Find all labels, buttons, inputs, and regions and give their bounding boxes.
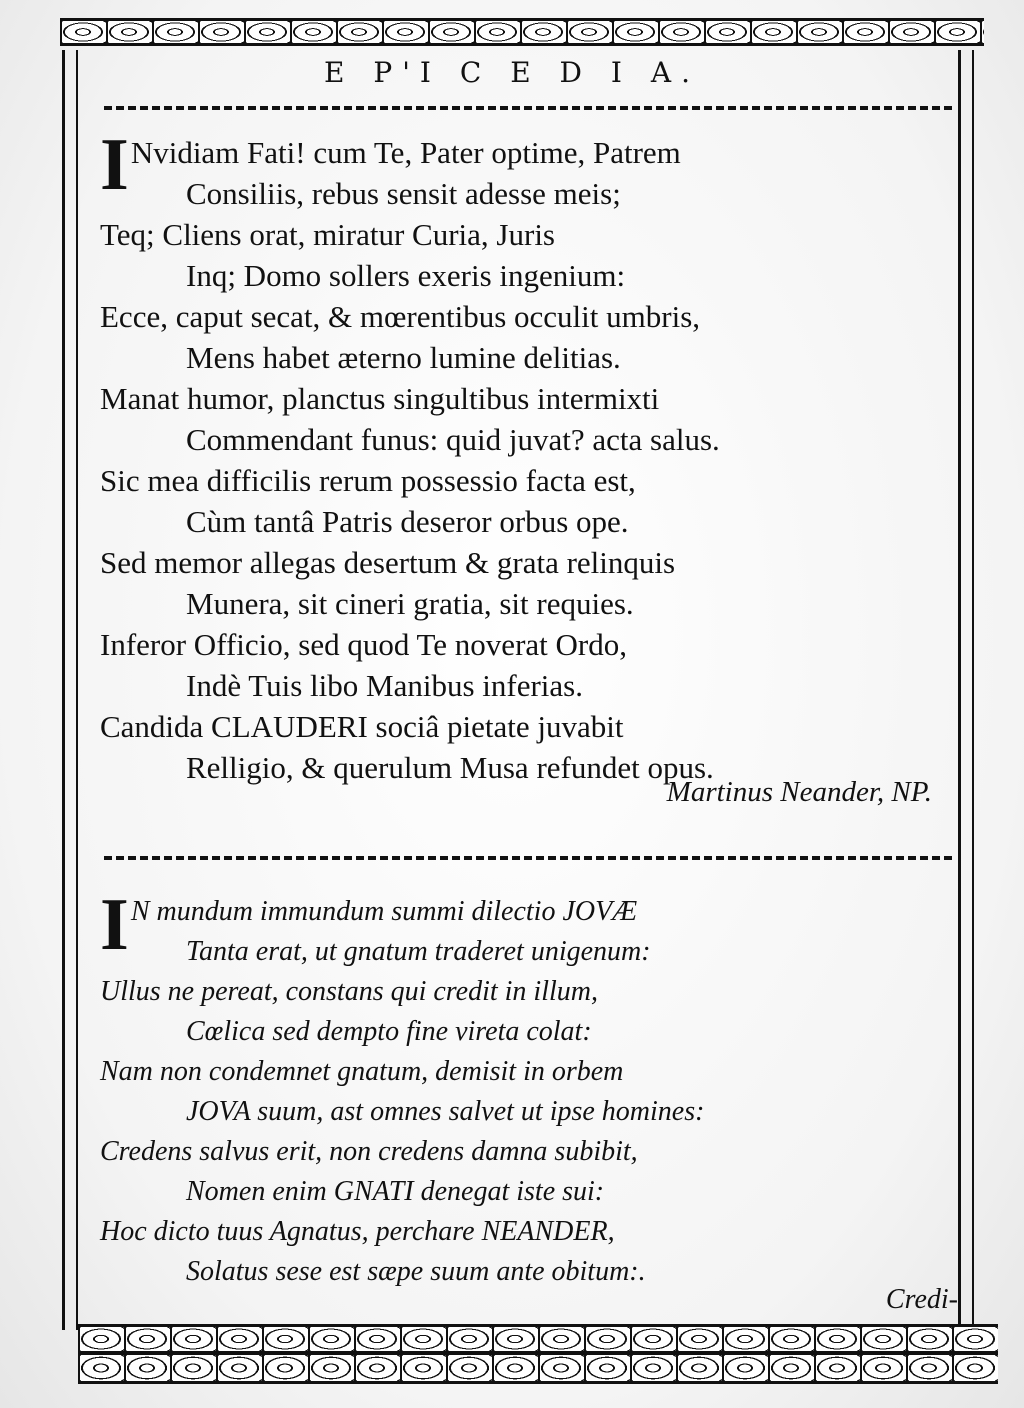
author-signature: Martinus Neander, NP.: [666, 776, 932, 808]
left-border-rule: [62, 50, 65, 1330]
poem-line: Inq; Domo sollers exeris ingenium:: [186, 258, 626, 293]
poem-line: Candida CLAUDERI sociâ pietate juvabit: [100, 709, 624, 744]
poem-line: Credens salvus erit, non credens damna subibit,: [100, 1136, 638, 1167]
poem-line: JOVA suum, ast omnes salvet ut ipse homines:: [186, 1096, 705, 1127]
top-ornamental-border: [60, 18, 984, 46]
section-divider: [104, 856, 952, 860]
bottom-ornamental-border: [78, 1324, 998, 1354]
poem-line: Nomen enim GNATI denegat iste sui:: [186, 1176, 605, 1207]
poem-line: Commendant funus: quid juvat? acta salus.: [186, 422, 720, 457]
poem-line: Sic mea difficilis rerum possessio facta est,: [100, 463, 636, 498]
poem-line: Teq; Cliens orat, miratur Curia, Juris: [100, 217, 555, 252]
poem-line: Munera, sit cineri gratia, sit requies.: [186, 586, 634, 621]
section-divider: [104, 106, 952, 110]
right-border-rule-inner: [958, 50, 961, 1330]
poem-line: Relligio, & querulum Musa refundet opus.: [186, 750, 714, 785]
poem-line: Tanta erat, ut gnatum traderet unigenum:: [186, 936, 651, 967]
poem-line: Hoc dicto tuus Agnatus, perchare NEANDER,: [100, 1216, 615, 1247]
poem-line: Inferor Officio, sed quod Te noverat Ordo,: [100, 627, 627, 662]
poem-line: Ecce, caput secat, & mœrentibus occulit umbris,: [100, 299, 701, 334]
poem-line: Solatus sese est sæpe suum ante obitum:.: [186, 1256, 646, 1287]
poem-line: Nvidiam Fati! cum Te, Pater optime, Patrem: [130, 135, 681, 170]
poem-two: [100, 884, 950, 1292]
poem-line: Cœlica sed dempto fine vireta colat:: [186, 1016, 592, 1047]
right-border-rule: [972, 50, 974, 1330]
drop-cap: I: [100, 884, 129, 966]
poem-line: N mundum immundum summi dilectio JOVÆ: [130, 896, 638, 927]
drop-cap: I: [100, 124, 129, 206]
bottom-ornamental-border-lower: [78, 1352, 998, 1384]
left-border-rule-inner: [76, 50, 78, 1330]
poem-line: Sed memor allegas desertum & grata relinquis: [100, 545, 676, 580]
catchword: Credi-: [885, 1284, 958, 1315]
poem-one: [100, 124, 950, 788]
poem-line: Cùm tantâ Patris deseror orbus ope.: [186, 504, 629, 539]
poem-line: Consiliis, rebus sensit adesse meis;: [186, 176, 621, 211]
page-title: E P'I C E D I A.: [324, 56, 700, 89]
poem-line: Ullus ne pereat, constans qui credit in illum,: [100, 976, 598, 1007]
poem-line: Manat humor, planctus singultibus intermixti: [100, 381, 660, 416]
poem-line: Mens habet æterno lumine delitias.: [186, 340, 621, 375]
poem-line: Nam non condemnet gnatum, demisit in orbem: [100, 1056, 624, 1087]
poem-line: Indè Tuis libo Manibus inferias.: [186, 668, 583, 703]
